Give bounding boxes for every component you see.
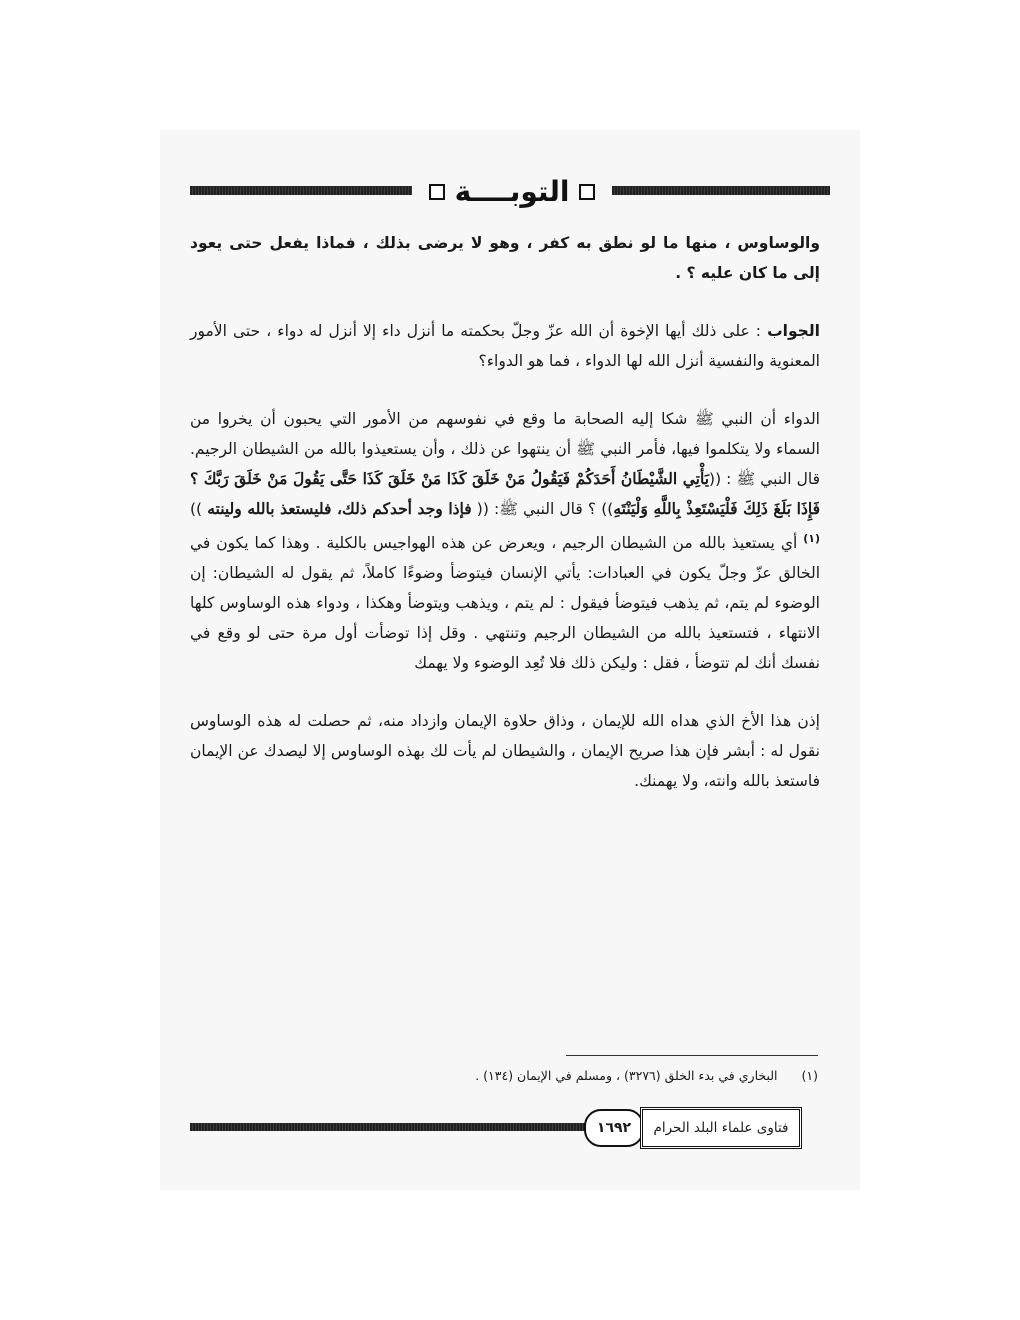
header-rule-left [190, 186, 412, 195]
conclusion-paragraph: إذن هذا الأخ الذي هداه الله للإيمان ، وذاق حلاوة الإيمان وازداد منه، ثم حصلت له هذه الوساوس نقول له : أبشر فإن هذا صريح الإيمان ، والشيطان لم يأت لك بهذه الوساوس إلا ليصدك عن الإيمان فاستعذ بالله وانته، ولا يهمنك. [190, 712, 820, 791]
footnote-number: (١) [801, 1068, 818, 1083]
hadith-quote-2: فإذا وجد أحدكم ذلك، فليستعذ بالله ولينته [207, 499, 472, 518]
footnote-text: البخاري في بدء الخلق (٣٢٧٦) ، ومسلم في الإيمان (١٣٤) . [475, 1068, 778, 1083]
answer-paragraph [190, 316, 820, 376]
page-footer [190, 1105, 830, 1149]
question-paragraph: والوساوس ، منها ما لو نطق به كفر ، وهو لا يرضى بذلك ، فماذا يفعل حتى يعود إلى ما كان عليه ؟ . [190, 234, 820, 282]
main-text [190, 228, 820, 796]
hadith-explanation: أي يستعيذ بالله من الشيطان الرجيم ، ويعرض عن هذه الهواجيس بالكلية . وهذا كما يكون في الخالق عزّ وجلّ يكون في العبادات: يأتي الإنسان فيتوضأ وضوءًا كاملاً، ثم يقول له الشيطان: إن الوضوء لم يتم، ثم يذهب فيتوضأ فيقول : لم يتم ، ويذهب ويتوضأ وهكذا ، ودواء هذه الوساوس كلها الانتهاء ، فتستعيذ بالله من الشيطان الرجيم وتنتهي . وقل إذا توضأت أول مرة حتى لو وقع في نفسك أنك لم تتوضأ ، فقل : وليكن ذلك فلا تُعِد الوضوء ولا يهمك [190, 534, 820, 673]
header-title-frame [414, 174, 610, 210]
chapter-title: التوبــــة [454, 175, 570, 208]
footer-rule [190, 1123, 590, 1131]
square-bullet-icon [579, 184, 595, 200]
header-rule-right [612, 186, 830, 195]
page-number: ١٦٩٢ [584, 1109, 644, 1147]
page-header [190, 174, 830, 210]
footnote [200, 1064, 818, 1088]
answer-label: الجواب [767, 322, 820, 340]
answer-text: : على ذلك أيها الإخوة أن الله عزّ وجلّ بحكمته ما أنزل داء إلا أنزل له دواء ، حتى الأمور المعنوية والنفسية أنزل الله لها الدواء ، فما هو الدواء؟ [190, 322, 820, 370]
hadith-quote-1: يَأْتِي الشَّيْطَانُ أَحَدَكُمْ فَيَقُولُ مَنْ خَلَقَ كَذَا مَنْ خَلَقَ كَذَا حَتَّى يَقُولَ مَنْ خَلَقَ رَبَّكَ ؟ فَإِذَا بَلَغَ ذَلِكَ فَلْيَسْتَعِذْ بِاللَّهِ وَلْيَنْتَهِ [190, 469, 820, 518]
hadith-paragraph [190, 404, 820, 678]
book-title: فتاوى علماء البلد الحرام [640, 1107, 802, 1149]
footnote-divider [566, 1055, 818, 1056]
square-bullet-icon [429, 184, 445, 200]
hadith-bridge: )) ؟ قال النبي ﷺ: (( [476, 500, 614, 518]
footnote-reference[interactable]: (١) [803, 532, 820, 545]
hadith-intro: الدواء أن النبي ﷺ شكا إليه الصحابة ما وقع في نفوسهم من الأمور التي يحبون أن يخروا من السماء ولا يتكلموا فيها، فأمر النبي ﷺ أن ينتهوا عن ذلك ، وأن يستعيذوا بالله من الشيطان الرجيم. قال النبي ﷺ : (( [190, 410, 820, 488]
hadith-close: )) [190, 500, 203, 518]
